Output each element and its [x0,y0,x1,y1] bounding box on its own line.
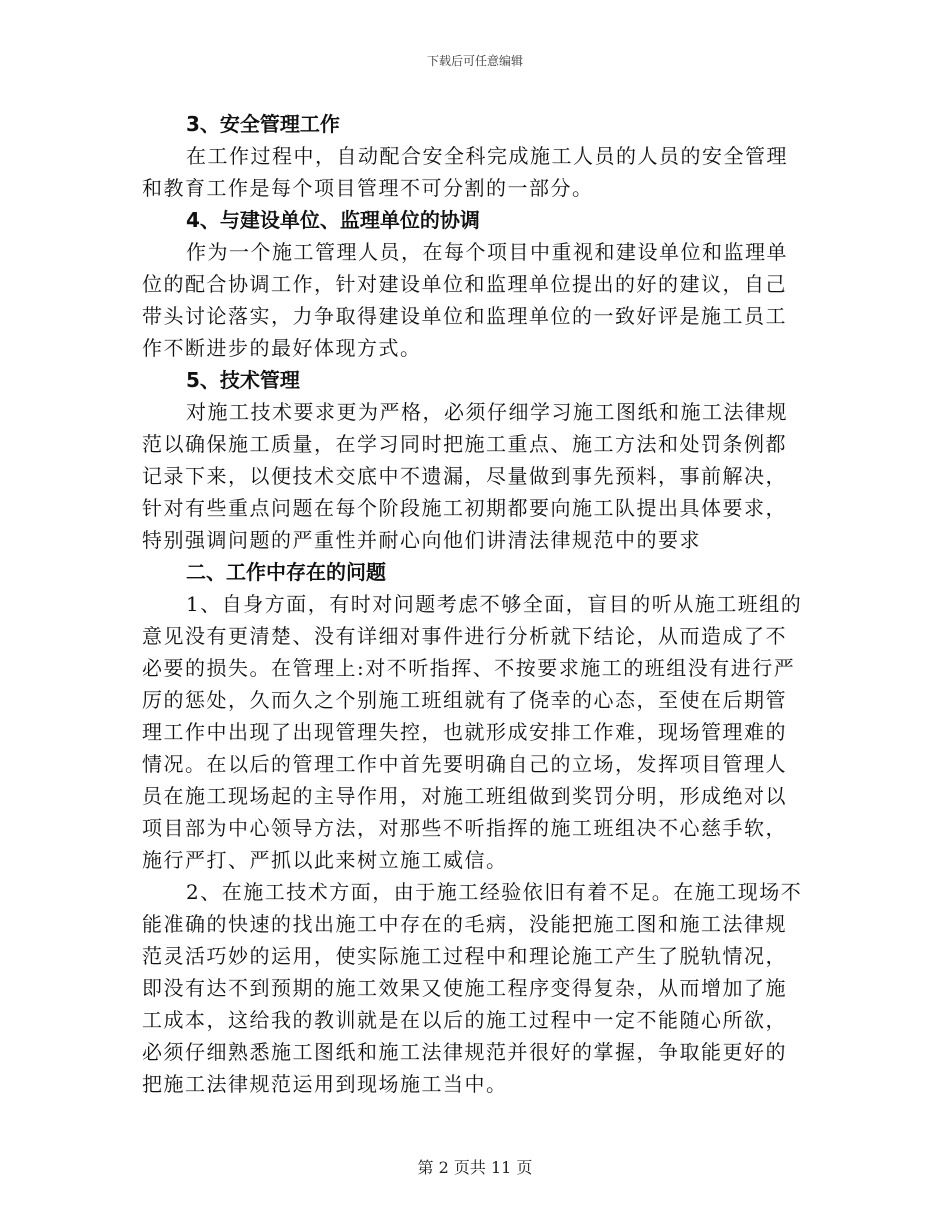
section-heading: 二、工作中存在的问题 [186,560,386,584]
paragraph [142,396,810,556]
text-line: 位的配合协调工作，针对建设单位和监理单位提出的好的建议，自己 [142,272,787,296]
text-line: 带头讨论落实，力争取得建设单位和监理单位的一致好评是施工员工 [142,304,787,328]
text-line: 施行严打、严抓以此来树立施工威信。 [142,848,508,872]
text-line: 项目部为中心领导方法，对那些不听指挥的施工班组决不心慈手软， [142,816,787,840]
text-line: 理工作中出现了出现管理失控，也就形成安排工作难，现场管理难的 [142,720,787,744]
text-line: 作不断进步的最好体现方式。 [142,336,422,360]
page-number: 第 2 页共 11 页 [417,1158,533,1177]
document-body [142,108,810,1100]
section-heading: 5、技术管理 [186,368,300,392]
text-line: 必须仔细熟悉施工图纸和施工法律规范并很好的掌握，争取能更好的 [142,1040,787,1064]
text-line: 厉的惩处，久而久之个别施工班组就有了侥幸的心态，至使在后期管 [142,688,787,712]
text-line: 作为一个施工管理人员，在每个项目中重视和建设单位和监理单 [186,240,788,264]
text-line: 范以确保施工质量，在学习同时把施工重点、施工方法和处罚条例都 [142,432,787,456]
text-line: 意见没有更清楚、没有详细对事件进行分析就下结论，从而造成了不 [142,624,787,648]
text-line: 即没有达不到预期的施工效果又使施工程序变得复杂，从而增加了施 [142,976,787,1000]
text-line: 1、自身方面，有时对问题考虑不够全面，盲目的听从施工班组的 [186,592,803,616]
text-line: 工成本，这给我的教训就是在以后的施工过程中一定不能随心所欲， [142,1008,787,1032]
paragraph [142,588,810,876]
page-header: 下载后可任意编辑 [426,54,523,68]
section-heading: 4、与建设单位、监理单位的协调 [186,208,480,232]
text-line: 能准确的快速的找出施工中存在的毛病，没能把施工图和施工法律规 [142,912,787,936]
text-line: 对施工技术要求更为严格，必须仔细学习施工图纸和施工法律规 [186,400,788,424]
paragraph [142,140,810,204]
text-line: 员在施工现场起的主导作用，对施工班组做到奖罚分明，形成绝对以 [142,784,787,808]
text-line: 情况。在以后的管理工作中首先要明确自己的立场，发挥项目管理人 [142,752,787,776]
text-line: 和教育工作是每个项目管理不可分割的一部分。 [142,176,594,200]
text-line: 特别强调问题的严重性并耐心向他们讲清法律规范中的要求 [142,528,701,552]
paragraph [142,876,810,1100]
paragraph [142,236,810,364]
section-heading: 3、安全管理工作 [186,112,340,136]
text-line: 2、在施工技术方面，由于施工经验依旧有着不足。在施工现场不 [186,880,803,904]
text-line: 在工作过程中，自动配合安全科完成施工人员的人员的安全管理 [186,144,788,168]
text-line: 必要的损失。在管理上:对不听指挥、不按要求施工的班组没有进行严 [142,656,796,680]
text-line: 针对有些重点问题在每个阶段施工初期都要向施工队提出具体要求， [142,496,787,520]
text-line: 把施工法律规范运用到现场施工当中。 [142,1072,508,1096]
text-line: 范灵活巧妙的运用，使实际施工过程中和理论施工产生了脱轨情况， [142,944,787,968]
text-line: 记录下来，以便技术交底中不遗漏，尽量做到事先预料，事前解决， [142,464,787,488]
